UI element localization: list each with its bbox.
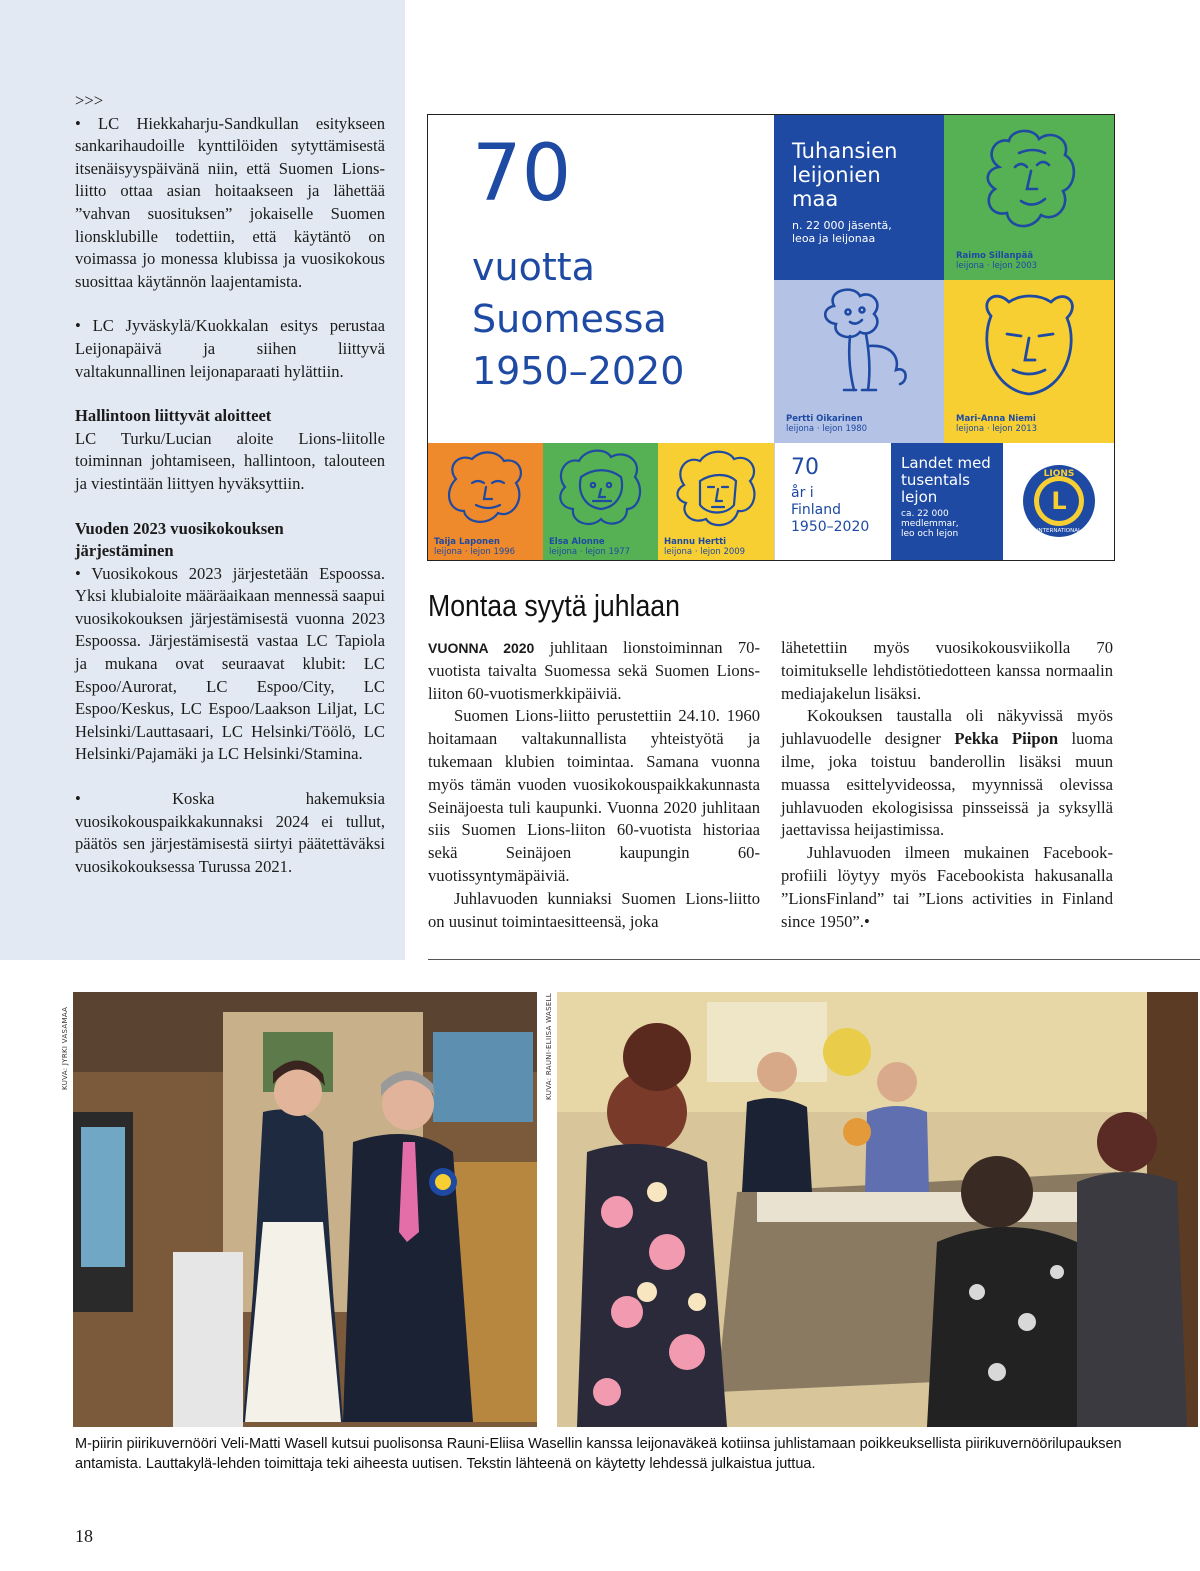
tuhansien-line: Tuhansien [792,139,898,163]
photo-gathering [557,992,1198,1427]
credit-line: Pertti Oikarinen [786,414,863,424]
small-line: Finland [791,502,842,518]
poster-line: Suomessa [472,297,667,341]
sidebar-paragraph-4: • Vuosikokous 2023 järjestetään Espoossa. Yksi klubialoite määräaikaan mennessä saapui vuosikokouksen järjestämisestä vuonna 2023 Espoossa. Järjestämisestä vastaa LC Tapiola ja mukana ovat seuraavat klubit: LC Espoo/Aurorat, LC Espoo/City, LC Espoo/Keskus, LC Espoo/Laakson Liljat, LC Helsinki/Lauttasaari, LC Helsinki/Töölö, LC Helsinki/Pajamäki ja LC Helsinki/Stamina. [75,563,385,764]
photo-credit-right: KUVA: RAUNI-ELIISA WASELL [545,993,553,1100]
sidebar-paragraph-5: • Koska hakemuksia vuosikokouspaikkakunnaksi 2024 ei tullut, päätös sen järjestämisestä siirtyi päätettäväksi vuosikokouksessa Turussa 2021. [75,789,385,876]
credit-line: Taija Laponen [434,537,500,547]
poster-lion-raimo [944,115,1114,280]
page-number: 18 [75,1526,93,1546]
landet-sub [901,509,959,539]
tuhansien-line: leijonien [792,163,881,187]
tuhansien-title [792,139,897,211]
sidebar-box [0,0,405,960]
small-line: 1950–2020 [791,519,870,535]
landet-line: lejon [901,488,938,506]
credit-line: leijona · lejon 1980 [786,424,868,434]
credit-line: Hannu Hertti [664,537,727,547]
poster-line: 1950–2020 [472,349,685,393]
photo-credit-left: KUVA: JYRKI VASAMAA [61,1006,69,1090]
credit-line: Raimo Sillanpää [956,251,1034,261]
credit-line: leijona · lejon 1977 [549,547,631,557]
lion-drawing-icon [555,447,645,529]
tuhansien-sub-line: leoa ja leijonaa [792,232,876,245]
sidebar-text [75,90,385,878]
photo-couple [73,992,537,1427]
landet-sub-line: ca. 22 000 [901,509,949,519]
lion-drawing-icon [804,286,914,406]
article-paragraph-4 [781,705,1113,842]
credit-line: leijona · lejon 2003 [956,261,1038,271]
lion-drawing-icon [969,286,1089,406]
logo-letter: L [1051,487,1067,515]
article-paragraph-1-text: juhlitaan lionstoiminnan 70-vuotista taivalta Suomessa sekä Suomen Lions-liiton 60-vuotismerkkipäiviä. [428,638,760,703]
article-paragraph-1 [428,637,760,705]
landet-line: Landet med [901,454,991,472]
poster-lion-taija [428,443,543,560]
photo-caption: M-piirin piirikuvernööri Veli-Matti Wasell kutsui puolisonsa Rauni-Eliisa Wasellin kanssa leijonaväkeä kotiinsa juhlistamaan poikkeuksellista piirikuvernöörilupauksen antamista. Lauttakylä-lehden toimittaja teki aiheesta uutisen. Tekstin lähteenä on käytetty lehdessä julkaistua juttua. [75,1436,1122,1472]
small-number: 70 [791,455,819,480]
sidebar-paragraph-1: • LC Hiekkaharju-Sandkullan esitykseen sankarihaudoille kynttilöiden sytyttämisestä itsenäisyyspäivänä niin, että Suomen Lions-liitto ottaa asian hoitaakseen ja lähettää ”vahvan suosituksen” jokaiselle Suomen lionsklubille todettiin, että käytäntö on voimassa jo monessa klubissa ja vuosikokous suosittaa käytännön laajentamista. [75,113,385,291]
article-paragraph-3-cont: lähetettiin myös vuosikokousviikolla 70 toimitukselle lehdistötiedotteen kanssa normaalin mediajakelun lisäksi. [781,638,1113,703]
article-column-2 [781,637,1113,933]
landet-title [901,455,991,506]
poster-logo-panel [1003,443,1114,560]
photo-couple-image [73,992,537,1427]
photo-gathering-image [557,992,1198,1427]
poster-lion-hannu [658,443,774,560]
poster-lion-mari [944,280,1114,443]
lions-logo-icon [1019,461,1099,541]
logo-bottom-text: INTERNATIONAL [1036,528,1082,534]
poster-title-lines [472,241,684,397]
article-paragraph-5: Juhlavuoden ilmeen mukainen Facebook-profiili löytyy myös Facebookista hakusanalla ”LionsFinland” tai ”Lions activities in Finland since 1950”.• [781,843,1113,931]
small-line: år i [791,485,814,501]
credit-line: Elsa Alonne [549,537,605,547]
sidebar-heading-2: Vuoden 2023 vuosikokouksen järjestäminen [75,518,284,561]
credit-line: leijona · lejon 2009 [664,547,746,557]
tuhansien-line: maa [792,187,839,211]
continuation-marker: >>> [75,91,104,110]
poster-swedish-panel [774,443,891,560]
credit-pertti [786,414,867,434]
poster-landet-panel [891,443,1003,560]
credit-mari [956,414,1037,434]
landet-line: tusentals [901,471,970,489]
article-headline: Montaa syytä juhlaan [428,588,680,623]
designer-name: Pekka Piipon [954,729,1059,749]
poster-main-panel [428,115,774,443]
lion-drawing-icon [442,449,528,529]
tuhansien-sub [792,219,892,245]
poster-big-number: 70 [472,129,572,219]
poster-line: vuotta [472,245,595,289]
credit-taija [434,537,515,557]
tuhansien-sub-line: n. 22 000 jäsentä, [792,219,892,232]
article-paragraph-2: Suomen Lions-liitto perustettiin 24.10. 1960 hoitamaan valtakunnallista yhteistyötä ja tukemaan klubien toimintaa. Samana vuonna myös tämän vuoden vuosikokouspaikkakunnasta Seinäjoesta tuli kaupunki. Vuonna 2020 juhlitaan siis Suomen Lions-liiton 60-vuotista historiaa sekä Seinäjoen kaupungin 60-vuotissyntymäpäiviä. [428,706,760,885]
landet-sub-line: leo och lejon [901,529,959,539]
poster-lion-pertti [774,280,944,443]
landet-sub-line: medlemmar, [901,519,959,529]
article-lead: VUONNA 2020 [428,640,535,656]
credit-raimo [956,251,1037,271]
credit-line: leijona · lejon 1996 [434,547,516,557]
credit-elsa [549,537,630,557]
credit-line: leijona · lejon 2013 [956,424,1038,434]
poster-lion-elsa [543,443,658,560]
article-paragraph-4-b: luoma ilme, joka toistuu banderollin lisäksi muun muassa esittelyvideossa, myynnissä olevissa juhlavuoden ekologisissa pinsseissä ja syksyllä jaettavissa heijastimissa. [781,729,1114,840]
article-paragraph-4-a: Kokouksen taustalla oli näkyvissä myös juhlavuodelle designer [781,706,1113,749]
sidebar-paragraph-2: • LC Jyväskylä/Kuokkalan esitys perustaa Leijonapäivä ja siihen liittyvä valtakunnallinen leijonaparaati hylättiin. [75,316,385,381]
sidebar-heading-1: Hallintoon liittyvät aloitteet [75,406,272,426]
article-paragraph-3: Juhlavuoden kunniaksi Suomen Lions-liitto on uusinut toimintaesitteensä, joka [428,888,760,931]
anniversary-poster [427,114,1115,561]
article-column-1 [428,637,760,933]
small-lines [791,485,869,536]
section-divider [428,959,1200,960]
logo-top-text: LIONS [1043,469,1075,479]
sidebar-paragraph-3: LC Turku/Lucian aloite Lions-liitolle toiminnan johtamiseen, hallintoon, talouteen ja viestintään liittyen hyväksyttiin. [75,428,385,493]
credit-hannu [664,537,745,557]
poster-tuhansien-panel [774,115,944,280]
lion-drawing-icon [672,449,760,531]
lion-drawing-icon [979,127,1079,237]
credit-line: Mari-Anna Niemi [956,414,1036,424]
